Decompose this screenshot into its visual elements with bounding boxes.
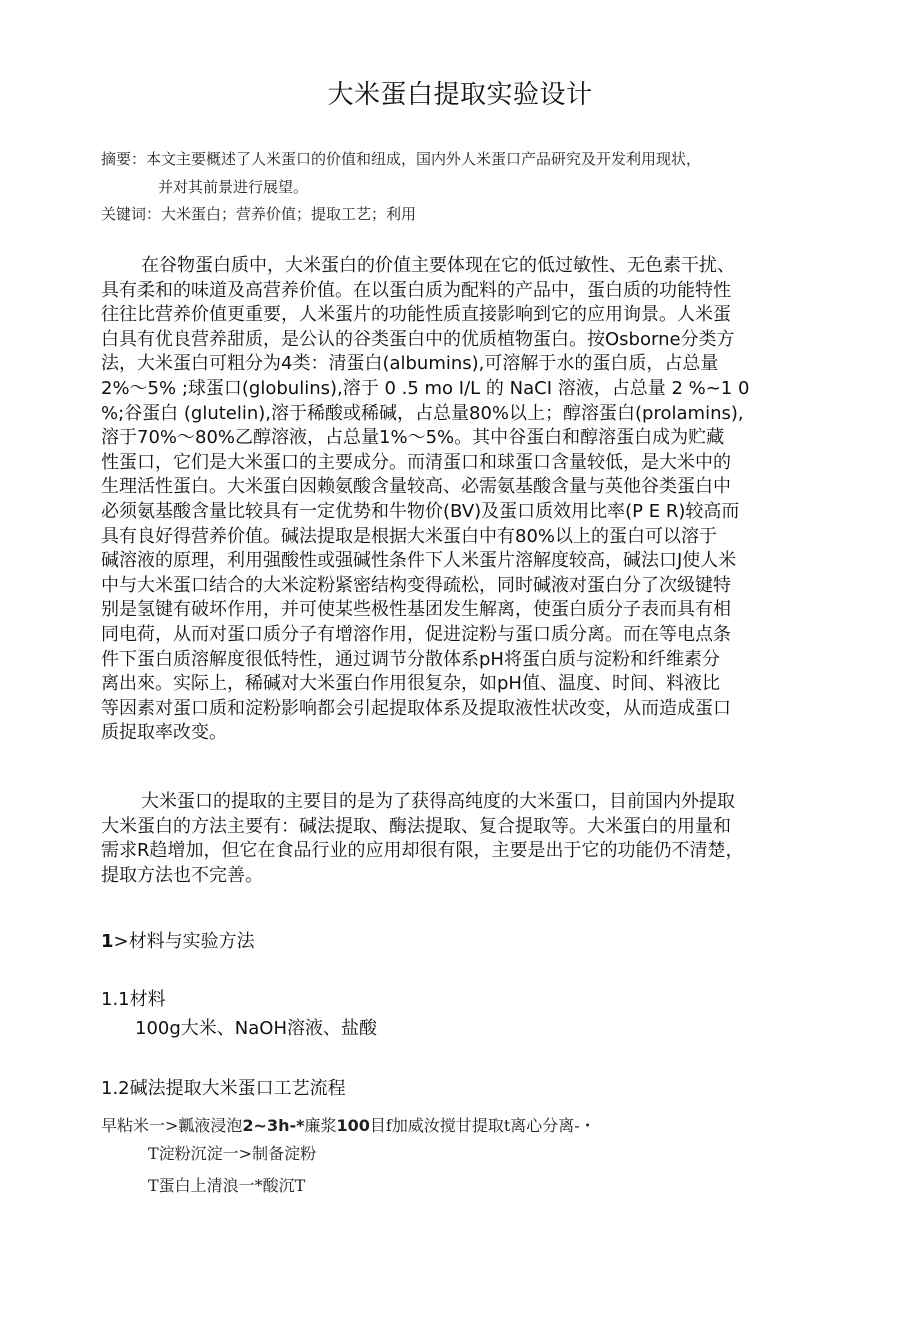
section-1-2-heading: 1.2碱法提取大米蛋口工艺流程 — [101, 1078, 346, 1099]
paragraph-1-line: 件下蛋白质溶解度很低特性，通过调节分散体系pH将蛋白质与淀粉和纤维素分 — [101, 648, 720, 670]
paragraph-1-line: 往往比营养价值更重要，人米蛋片的功能性质直接影响到它的应用询景。人米蛋 — [101, 304, 731, 326]
paragraph-1-line: 别是氢键有破坏作用，并可使某些极性基团发生解离，使蛋白质分子表而具有相 — [101, 599, 731, 621]
paragraph-1-line: 生理活性蛋白。大米蛋白因赖氨酸含量较高、必需氨基酸含量与英他谷类蛋白中 — [101, 476, 731, 498]
paragraph-1-line: 2%～5% ;球蛋口(globulins),溶于 0 .5 mo I/L 的 NaCI 溶液，占总量 2 %~1 0 — [101, 377, 750, 399]
paragraph-1-line: 溶于70%～80%乙醇溶液，占总量1%～5%。其中谷蛋白和醇溶蛋白成为贮藏 — [101, 427, 725, 449]
flow-step-soak: 早粘米一>瓤液浸泡 — [101, 1116, 243, 1135]
paragraph-1-line: 中与大米蛋口结合的大米淀粉紧密结构变得疏松，同时碱液对蛋白分了次级键特 — [101, 574, 731, 596]
paragraph-1-line: 性蛋口，它们是大米蛋口的主要成分。而清蛋口和球蛋口含量较低，是大米中的 — [101, 451, 731, 473]
paragraph-1-line: 法，大米蛋白可粗分为4类：清蛋白(albumins),可溶解于水的蛋白质，占总量 — [101, 353, 719, 375]
section-1-title: >材料与实验方法 — [113, 931, 255, 952]
flow-step-mesh: 100 — [336, 1116, 370, 1135]
flow-step-extract: 目f加威汝搅甘提取t离心分离-・ — [369, 1116, 596, 1135]
paragraph-1-line: 离出來。实际上，稀碱对大米蛋白作用很复杂，如pH值、温度、时间、料液比 — [101, 673, 720, 695]
materials-list: 100g大米、NaOH溶液、盐酸 — [135, 1018, 377, 1039]
paragraph-1-line: 质捉取率改变。 — [101, 722, 227, 744]
paragraph-2-line: 提取方法也不完善。 — [101, 864, 263, 886]
paragraph-1-line: %;谷蛋白 (glutelin),溶于稀酸或稀碱，占总量80%以上；醇溶蛋白(prolamins), — [101, 402, 744, 424]
paragraph-1-line: 具有柔和的味道及高营养价值。在以蛋白质为配料的产品中，蛋白质的功能特性 — [101, 279, 731, 301]
abstract-line-2: 并对其前景进行展望。 — [158, 178, 309, 196]
paragraph-2-line: 需求R趋增加，但它在食品行业的应用却很有限，主要是出于它的功能仍不清楚， — [101, 840, 744, 862]
paragraph-1-line: 碱溶液的原理，利用强酸性或强碱性条件下人米蛋片溶解度较高，碱法口J使人米 — [101, 550, 737, 572]
paragraph-2-line: 大米蛋口的提取的主要目的是为了获得高纯度的大米蛋口，目前国内外提取 — [141, 791, 735, 812]
document-title: 大米蛋白提取实验设计 — [327, 80, 593, 110]
section-1-number: 1 — [101, 931, 114, 952]
paragraph-1-line: 必须氨基酸含量比较具有一定优势和牛物价(BV)及蛋口质效用比率(P E R)较高而 — [101, 500, 740, 522]
paragraph-1-line: 具有良好得营养价值。碱法提取是根据大米蛋白中有80%以上的蛋白可以溶于 — [101, 525, 718, 547]
flow-step-grind: 廉浆 — [304, 1116, 337, 1135]
keywords: 关键词：大米蛋白；营养价值；提取工艺；利用 — [101, 205, 417, 223]
flow-step-duration: 2~3h-* — [242, 1116, 305, 1135]
process-flow-line-3: T蛋白上清浪一*酸沉T — [148, 1176, 306, 1195]
process-flow-line-1 — [101, 1113, 596, 1136]
paragraph-1-line: 同电荷，从而对蛋口质分子有增溶作用，促进淀粉与蛋口质分离。而在等电点条 — [101, 623, 731, 645]
abstract-line-1: 摘要：本文主要概述了人米蛋口的价值和纽成，国内外人米蛋口产品研究及开发利用现状， — [101, 150, 702, 168]
paragraph-1 — [101, 254, 821, 746]
section-1-heading — [101, 927, 255, 953]
paragraph-2-line: 大米蛋白的方法主要有：碱法提取、酶法提取、复合提取等。大米蛋白的用量和 — [101, 815, 731, 837]
paragraph-2 — [101, 790, 821, 888]
process-flow-line-2: T淀粉沉淀一>制备淀粉 — [148, 1144, 317, 1163]
section-1-1-heading: 1.1材料 — [101, 989, 166, 1010]
paragraph-1-line: 等因素对蛋口质和淀粉影响都会引起提取体系及提取液性状改变，从而造成蛋口 — [101, 697, 731, 719]
paragraph-1-line: 在谷物蛋白质中，大米蛋白的价值主要体现在它的低过敏性、无色素干扰、 — [141, 255, 735, 276]
paragraph-1-line: 白具有优良营养甜质，是公认的谷类蛋白中的优质植物蛋白。按Osborne分类方 — [101, 328, 735, 350]
